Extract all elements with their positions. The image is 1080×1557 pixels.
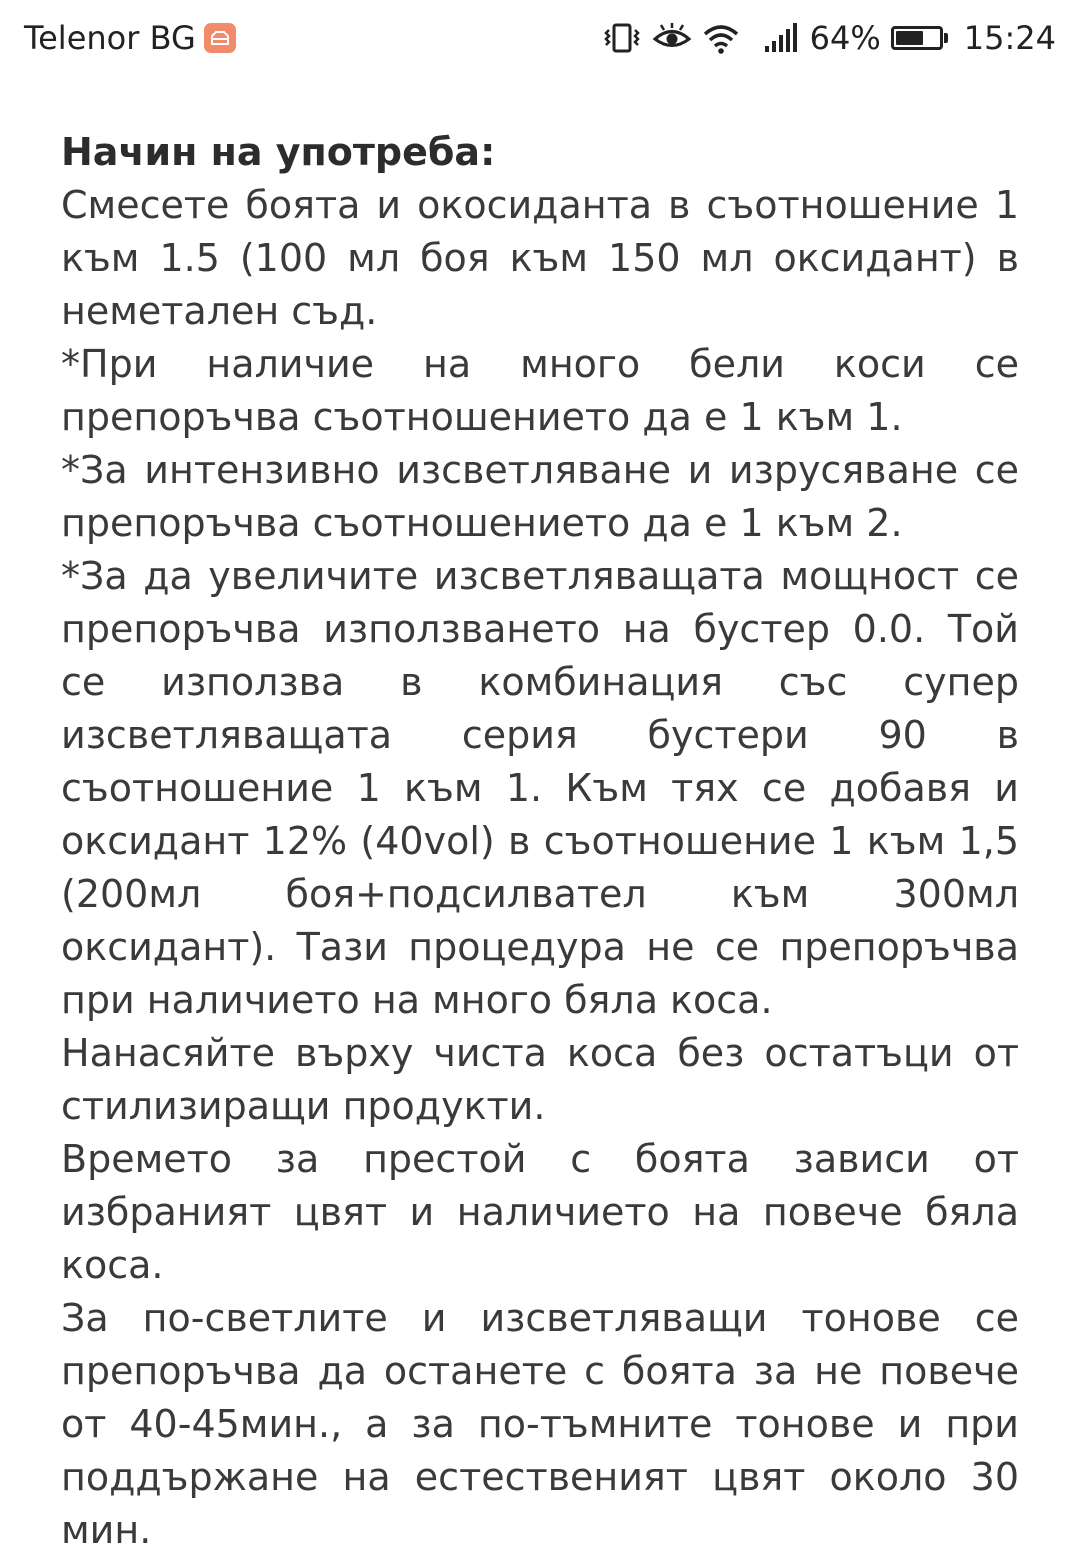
eye-comfort-icon (652, 22, 692, 54)
paragraph-booster: *За да увеличите изсветляващата мощност се препоръчва използването на бустер 0.0. Той се използва в комбинация със супер изсветляващата серия бустери 90 в съотношение 1 към 1. Към тях се добавя и оксидант 12% (40vol) в съотношение 1 към 1,5 (200мл боя+подсилвател към 300мл оксидант). Тази процедура не се препоръчва при наличието на много бяла коса. (61, 554, 1019, 1022)
paragraph-application: Нанасяйте върху чиста коса без остатъци от стилизиращи продукти. (61, 1031, 1019, 1128)
battery-icon (891, 26, 948, 50)
status-bar-right (602, 19, 1056, 57)
carrier-name: Telenor BG (24, 19, 196, 57)
paragraph-light-tones: За по-светлите и изсветляващи тонове се препоръчва да останете с боята за не повече от 40-45мин., а за по-тъмните тонове и при поддържане на естественият цвят около 30 мин. (61, 1296, 1019, 1552)
clock: 15:24 (963, 19, 1056, 57)
paragraph-intensive-lightening: *За интензивно изсветляване и изрусяване се препоръчва съотношението да е 1 към 2. (61, 448, 1019, 545)
status-bar (0, 0, 1080, 76)
vibrate-icon (602, 22, 642, 54)
status-bar-left (24, 19, 236, 57)
notification-icon (204, 23, 236, 53)
article-content (61, 126, 1019, 1557)
battery-percent: 64% (809, 19, 881, 57)
paragraph-processing-time: Времето за престой с боята зависи от избраният цвят и наличието на повече бяла коса. (61, 1137, 1019, 1287)
wifi-icon (702, 22, 740, 54)
battery-fill (896, 31, 923, 45)
paragraph-white-hair-ratio: *При наличие на много бели коси се препоръчва съотношението да е 1 към 1. (61, 342, 1019, 439)
paragraph-mixing: Смесете боята и окосиданта в съотношение 1 към 1.5 (100 мл боя към 150 мл оксидант) в неметален съд. (61, 183, 1019, 333)
section-heading: Начин на употреба: (61, 130, 496, 174)
signal-icon (764, 22, 800, 54)
